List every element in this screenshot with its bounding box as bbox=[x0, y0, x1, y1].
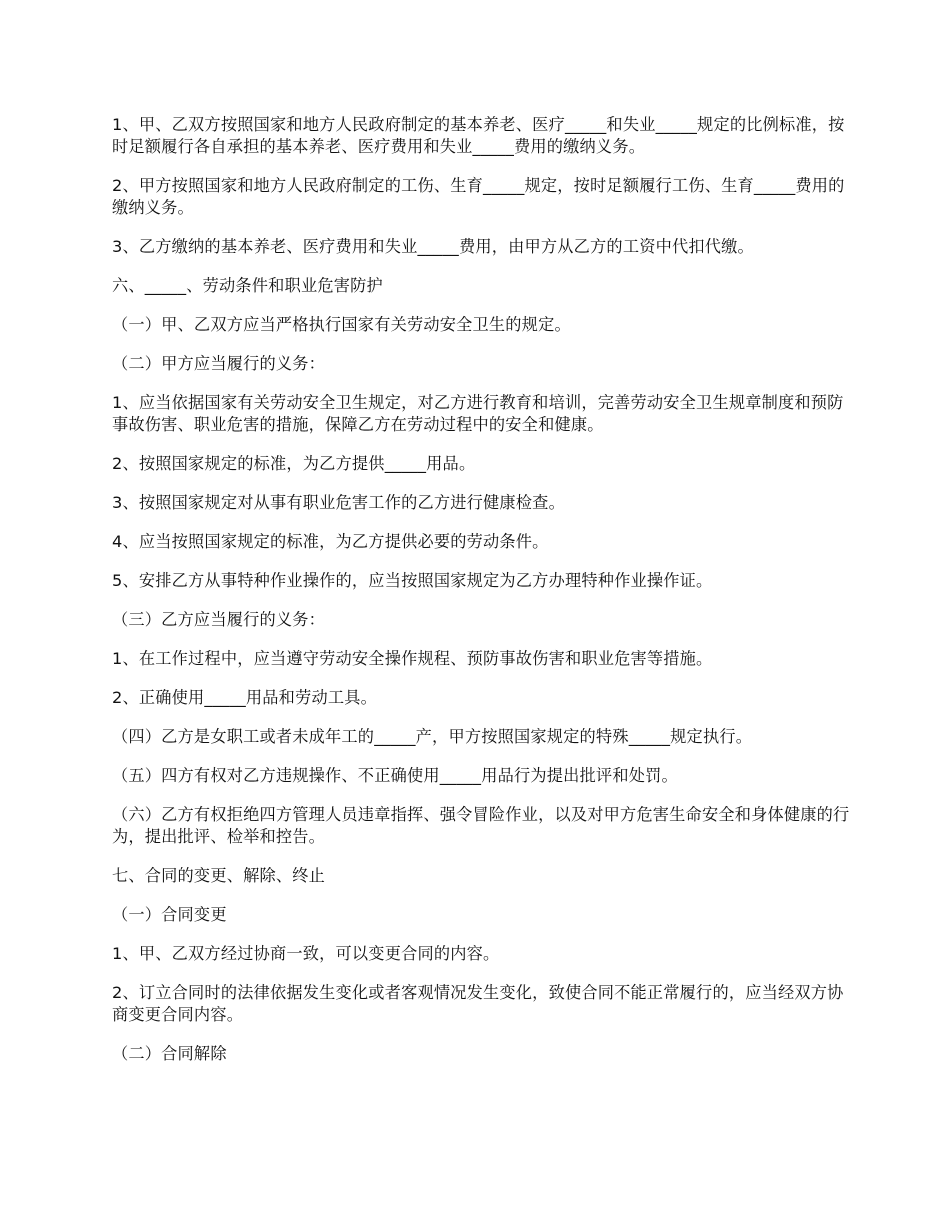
paragraph-employer-duty-2: 2、按照国家规定的标准，为乙方提供_____用品。 bbox=[112, 454, 476, 473]
paragraph-insurance-shared: 1、甲、乙双方按照国家和地方人民政府制定的基本养老、医疗_____和失业_____规定的比例标准，按时足额履行各自承担的基本养老、医疗费用和失业_____费用的缴纳义务。 bbox=[112, 115, 845, 156]
paragraph-employer-duty-1: 1、应当依据国家有关劳动安全卫生规定，对乙方进行教育和培训，完善劳动安全卫生规章制度和预防事故伤害、职业危害的措施，保障乙方在劳动过程中的安全和健康。 bbox=[112, 393, 844, 434]
paragraph-employer-duty-4: 4、应当按照国家规定的标准，为乙方提供必要的劳动条件。 bbox=[112, 532, 549, 551]
paragraph-insurance-withholding: 3、乙方缴纳的基本养老、医疗费用和失业_____费用，由甲方从乙方的工资中代扣代缴。 bbox=[112, 237, 754, 256]
paragraph-refusal-right: （六）乙方有权拒绝四方管理人员违章指挥、强令冒险作业，以及对甲方危害生命安全和身体健康的行为，提出批评、检举和控告。 bbox=[112, 805, 850, 846]
subheading-contract-termination: （二）合同解除 bbox=[112, 1044, 227, 1063]
subheading-contract-change: （一）合同变更 bbox=[112, 905, 227, 924]
subheading-employer-duties: （二）甲方应当履行的义务： bbox=[112, 354, 326, 373]
paragraph-safety-general: （一）甲、乙双方应当严格执行国家有关劳动安全卫生的规定。 bbox=[112, 315, 571, 334]
paragraph-change-1: 1、甲、乙双方经过协商一致，可以变更合同的内容。 bbox=[112, 944, 500, 963]
section-heading-six: 六、_____、劳动条件和职业危害防护 bbox=[112, 276, 383, 295]
section-heading-seven: 七、合同的变更、解除、终止 bbox=[112, 866, 326, 885]
paragraph-employee-duty-2: 2、正确使用_____用品和劳动工具。 bbox=[112, 688, 378, 707]
paragraph-criticism-right: （五）四方有权对乙方违规操作、不正确使用_____用品行为提出批评和处罚。 bbox=[112, 766, 678, 785]
paragraph-change-2: 2、订立合同时的法律依据发生变化或者客观情况发生变化，致使合同不能正常履行的，应当经双方协商变更合同内容。 bbox=[112, 983, 844, 1024]
subheading-employee-duties: （三）乙方应当履行的义务： bbox=[112, 610, 326, 629]
paragraph-employer-duty-5: 5、安排乙方从事特种作业操作的，应当按照国家规定为乙方办理特种作业操作证。 bbox=[112, 571, 713, 590]
paragraph-insurance-employer: 2、甲方按照国家和地方人民政府制定的工伤、生育_____规定，按时足额履行工伤、生育_____费用的缴纳义务。 bbox=[112, 176, 845, 217]
paragraph-employee-duty-1: 1、在工作过程中，应当遵守劳动安全操作规程、预防事故伤害和职业危害等措施。 bbox=[112, 649, 713, 668]
paragraph-employer-duty-3: 3、按照国家规定对从事有职业危害工作的乙方进行健康检查。 bbox=[112, 493, 565, 512]
paragraph-special-protection: （四）乙方是女职工或者未成年工的_____产，甲方按照国家规定的特殊_____规定执行。 bbox=[112, 727, 753, 746]
